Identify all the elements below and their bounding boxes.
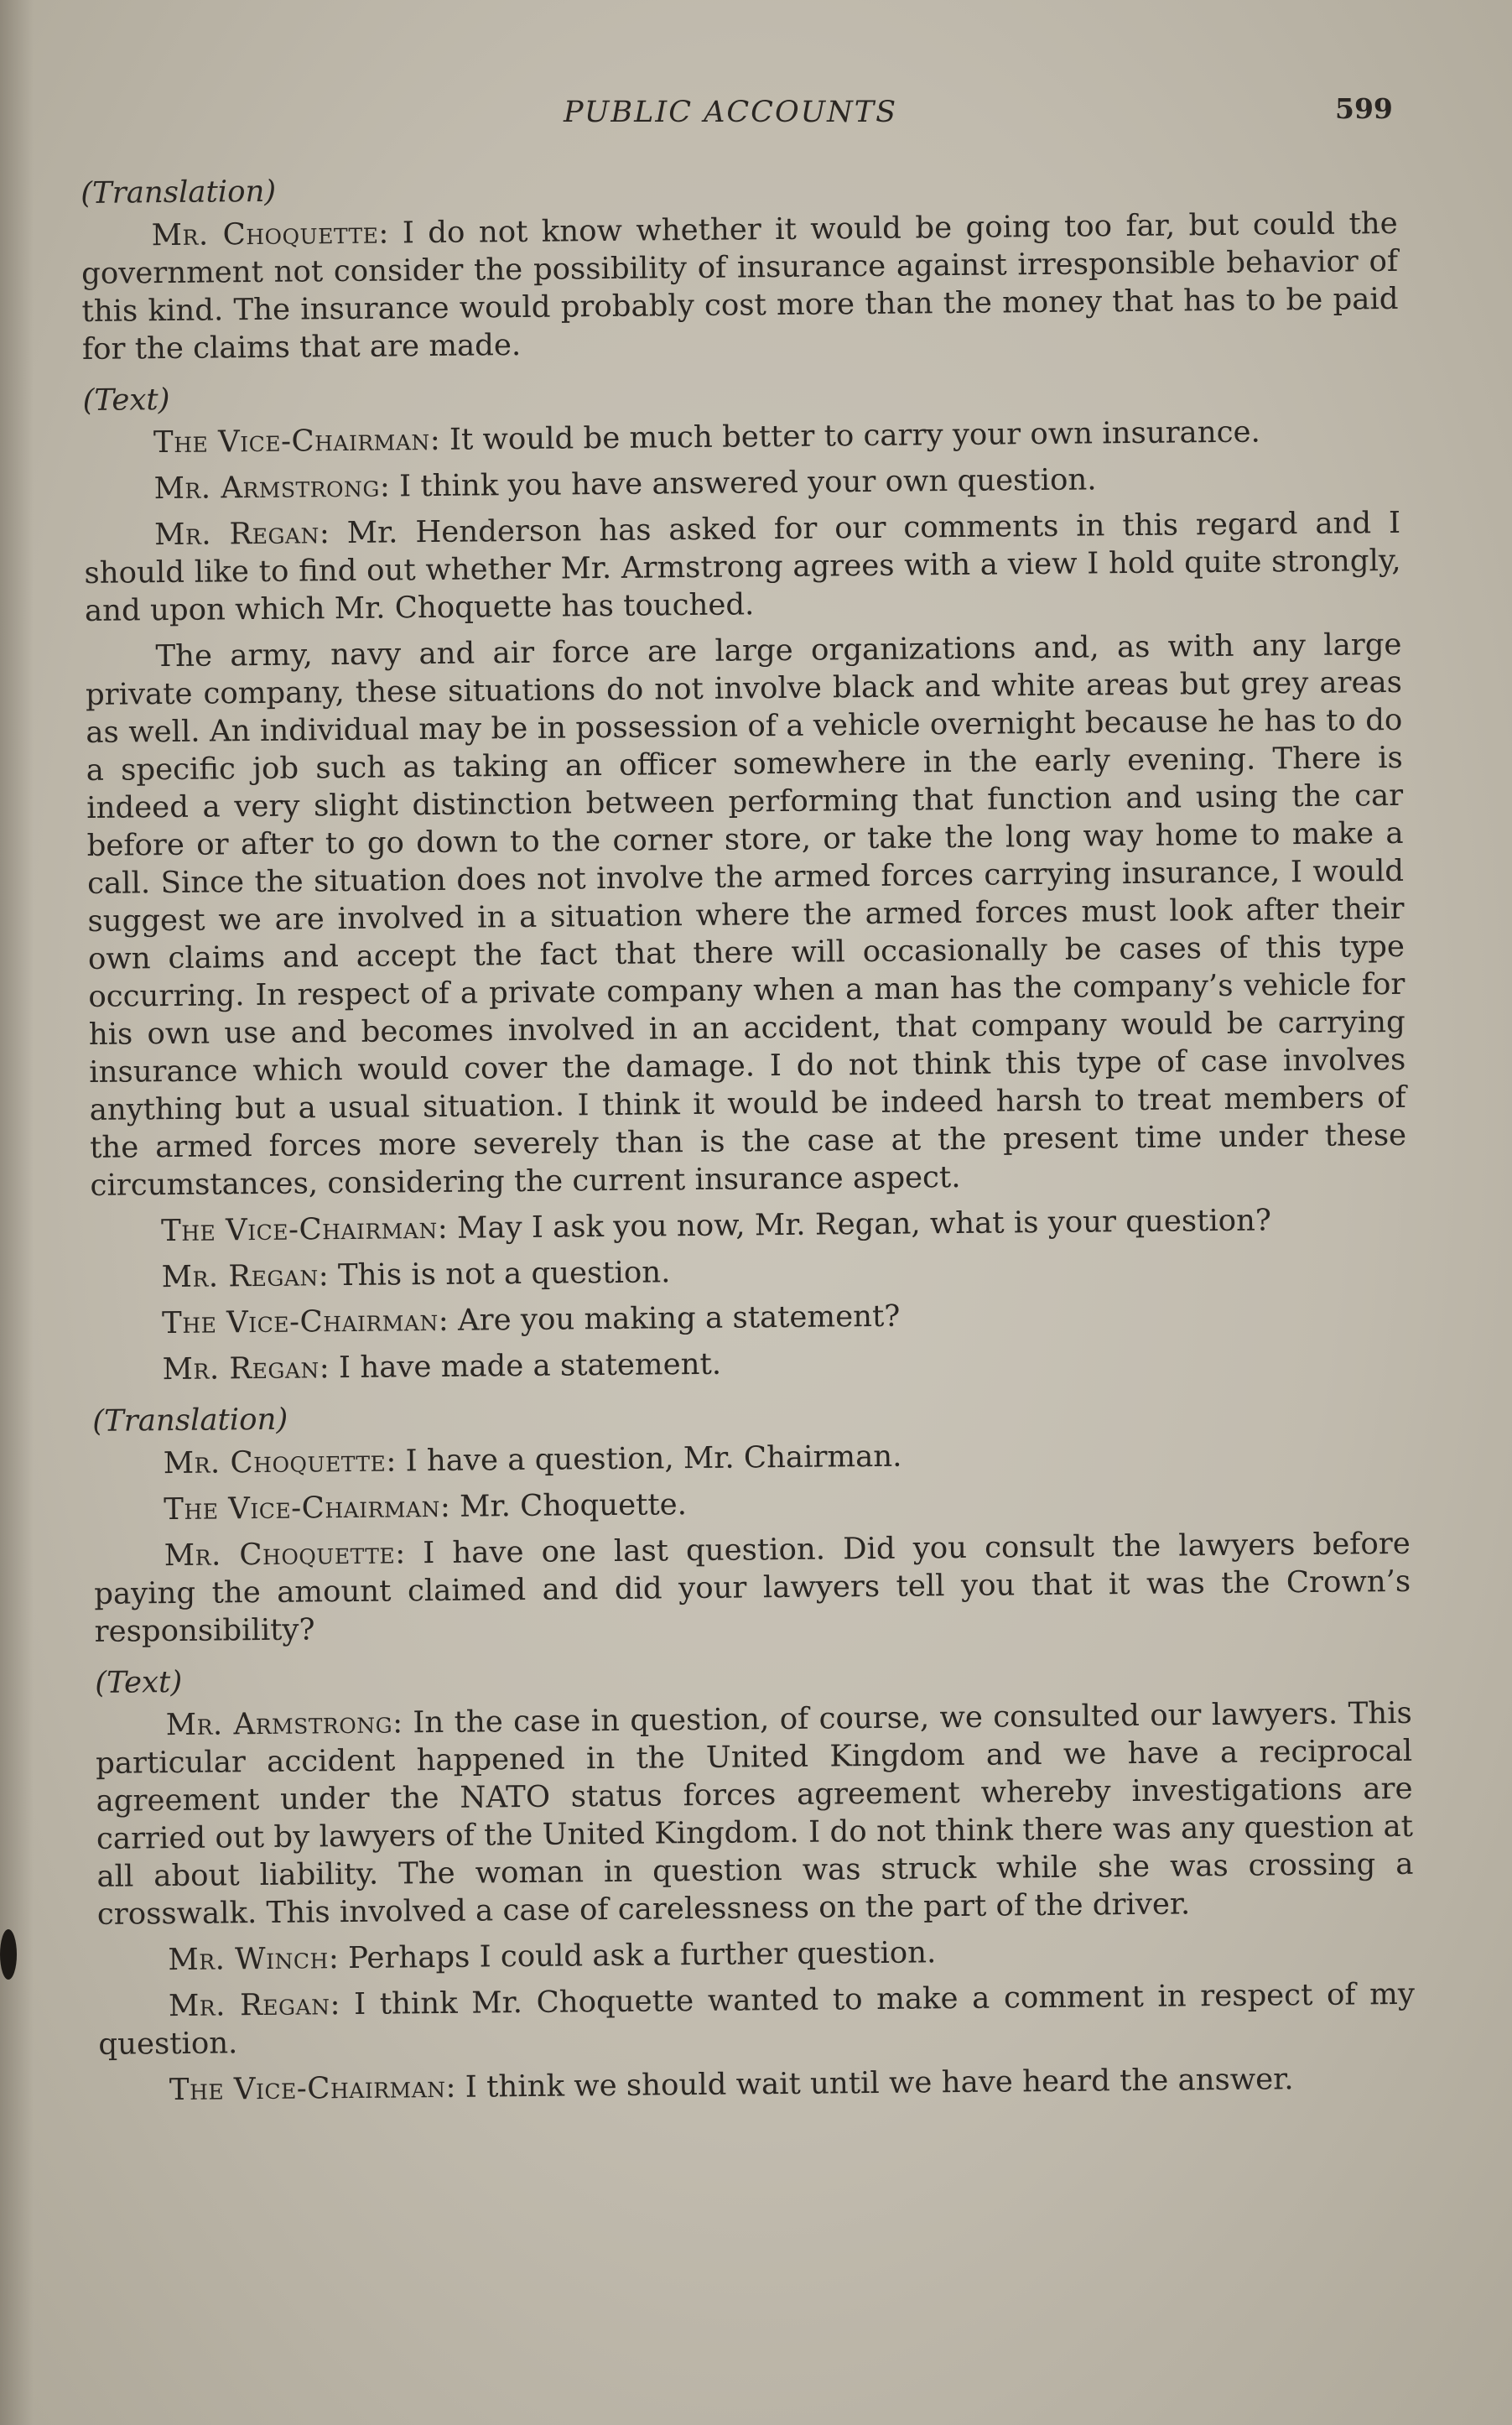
speech-text: I have a question, Mr. Chairman. [405, 1439, 902, 1479]
speech-text: Mr. Henderson has asked for our comments in this regard and I should like to find out whether Mr. Armstrong agrees with a view I hold quite strongly, and upon which Mr. Choquette has touched. [84, 505, 1401, 628]
speaker-name: Mr. Regan [162, 1350, 320, 1387]
speaker-name: Mr. Regan [153, 516, 320, 553]
speaker-name: The Vice-Chairman [153, 423, 430, 461]
speaker-name: Mr. Winch [168, 1941, 330, 1978]
speaker-paragraph: Mr. Regan: I have made a statement. [162, 1346, 722, 1387]
speaker-name: Mr. Armstrong [153, 469, 381, 507]
speaker-name: The Vice-Chairman [169, 2069, 446, 2108]
speaker-paragraph: Mr. Winch: Perhaps I could ask a further question. [168, 1935, 937, 1978]
section-label: (Translation) [92, 1402, 288, 1439]
speaker-name: The Vice-Chairman [164, 1489, 441, 1527]
speech-text: I think Mr. Choquette wanted to make a comment in respect of my question. [98, 1976, 1416, 2062]
speaker-paragraph: Mr. Armstrong: I think you have answered your own question. [153, 462, 1097, 507]
binding-hole-mark [0, 1929, 17, 1980]
page-gutter-shadow [0, 0, 34, 2425]
speaker-name: The Vice-Chairman [160, 1210, 438, 1249]
speaker-paragraph: The Vice-Chairman: I think we should wait until we have heard the answer. [169, 2062, 1294, 2108]
speaker-name: Mr. Choquette [163, 1444, 387, 1481]
speaker-name: Mr. Regan [161, 1258, 319, 1295]
speaker-paragraph: Mr. Regan: I think Mr. Choquette wanted to make a comment in respect of my question. [98, 1976, 1416, 2062]
speech-text: I do not know whether it would be going too far, but could the government not consider the possibility of insurance against irresponsible behavior of this kind. The insurance would probably cost more than the money that has to be paid for the claims that are made. [81, 206, 1399, 367]
continuation-paragraph [85, 626, 1406, 1205]
speaker-paragraph: Mr. Regan: Mr. Henderson has asked for our comments in this regard and I should like to find out whether Mr. Armstrong agrees with a view I hold quite strongly, and upon which Mr. Choquette has touched. [84, 505, 1401, 628]
speaker-paragraph: The Vice-Chairman: Mr. Choquette. [164, 1487, 688, 1527]
speaker-paragraph: Mr. Choquette: I do not know whether it would be going too far, but could the government not consider the possibility of insurance against irresponsible behavior of this kind. The insurance would probably cost more than the money that has to be paid for the claims that are made. [81, 206, 1399, 367]
speech-text: This is not a question. [337, 1255, 671, 1293]
speech-text: The army, navy and air force are large organizations and, as with any large private company, these situations do not involve black and white areas but grey areas as well. An individual may be in possession of a vehicle overnight because he has to do a specific job such as taking an officer somewhere in the early evening. There is indeed a very slight distinction between performing that function and using the car before or after to go down to the corner store, or take the long way home to make a call. Since the situation does not involve the armed forces carrying insurance, I would suggest we are involved in a situation where the armed forces must look after their own claims and accept the fact that there will occasionally be cases of this type occurring. In respect of a private company when a man has the company’s vehicle for his own use and becomes involved in an accident, that company would be carrying insurance which would cover the damage. I do not think this type of case involves anything but a usual situation. I think it would be indeed harsh to treat members of the armed forces more severely than is the case at the present time under these circumstances, considering the current insurance aspect. [85, 627, 1407, 1203]
speech-text: I think you have answered your own question. [398, 462, 1097, 504]
speech-text: May I ask you now, Mr. Regan, what is your question? [456, 1203, 1272, 1246]
section-label: (Translation) [81, 174, 277, 211]
page-number: 599 [1335, 92, 1393, 125]
speaker-paragraph: Mr. Choquette: I have one last question. Did you consult the lawyers before paying the amount claimed and did your lawyers tell you that it was the Crown’s responsibility? [94, 1526, 1411, 1649]
speech-text: Are you making a statement? [457, 1298, 901, 1338]
section-label: (Text) [95, 1664, 183, 1700]
transcript-body [81, 162, 1416, 2118]
speech-text: I think we should wait until we have heard the answer. [465, 2062, 1294, 2105]
speaker-paragraph: The Vice-Chairman: Are you making a statement? [161, 1298, 901, 1341]
speech-text: Perhaps I could ask a further question. [347, 1935, 937, 1976]
running-head [0, 92, 1512, 143]
speech-text: I have one last question. Did you consult the lawyers before paying the amount claimed and did your lawyers tell you that it was the Crown’s responsibility? [94, 1526, 1411, 1649]
speaker-paragraph: Mr. Regan: This is not a question. [161, 1255, 671, 1295]
speaker-paragraph: The Vice-Chairman: It would be much better to carry your own insurance. [153, 414, 1260, 461]
speech-text: In the case in question, of course, we consulted our lawyers. This particular accident happened in the United Kingdom and we have a reciprocal agreement under the NATO status forces agreement whereby investigations are carried out by lawyers of the United Kingdom. I do not think there was any question at all about liability. The woman in question was struck while she was crossing a crosswalk. This involved a case of carelessness on the part of the driver. [95, 1695, 1414, 1932]
speaker-name: Mr. Armstrong [165, 1705, 393, 1743]
speech-text: I have made a statement. [338, 1346, 722, 1386]
speaker-paragraph: The Vice-Chairman: May I ask you now, Mr. Regan, what is your question? [160, 1203, 1272, 1249]
running-title: PUBLIC ACCOUNTS [564, 96, 898, 129]
speaker-paragraph: Mr. Choquette: I have a question, Mr. Chairman. [163, 1439, 902, 1481]
speaker-name: Mr. Regan [168, 1987, 330, 2024]
section-label: (Text) [82, 382, 170, 418]
speaker-paragraph: Mr. Armstrong: In the case in question, of course, we consulted our lawyers. This particular accident happened in the United Kingdom and we have a reciprocal agreement under the NATO status forces agreement whereby investigations are carried out by lawyers of the United Kingdom. I do not think there was any question at all about liability. The woman in question was struck while she was crossing a crosswalk. This involved a case of carelessness on the part of the driver. [95, 1695, 1414, 1932]
speaker-name: The Vice-Chairman [161, 1303, 439, 1341]
speaker-name: Mr. Choquette [151, 216, 379, 253]
speech-text: Mr. Choquette. [459, 1487, 688, 1524]
speech-text: It would be much better to carry your own insurance. [449, 414, 1260, 457]
speaker-name: Mr. Choquette [164, 1536, 396, 1574]
